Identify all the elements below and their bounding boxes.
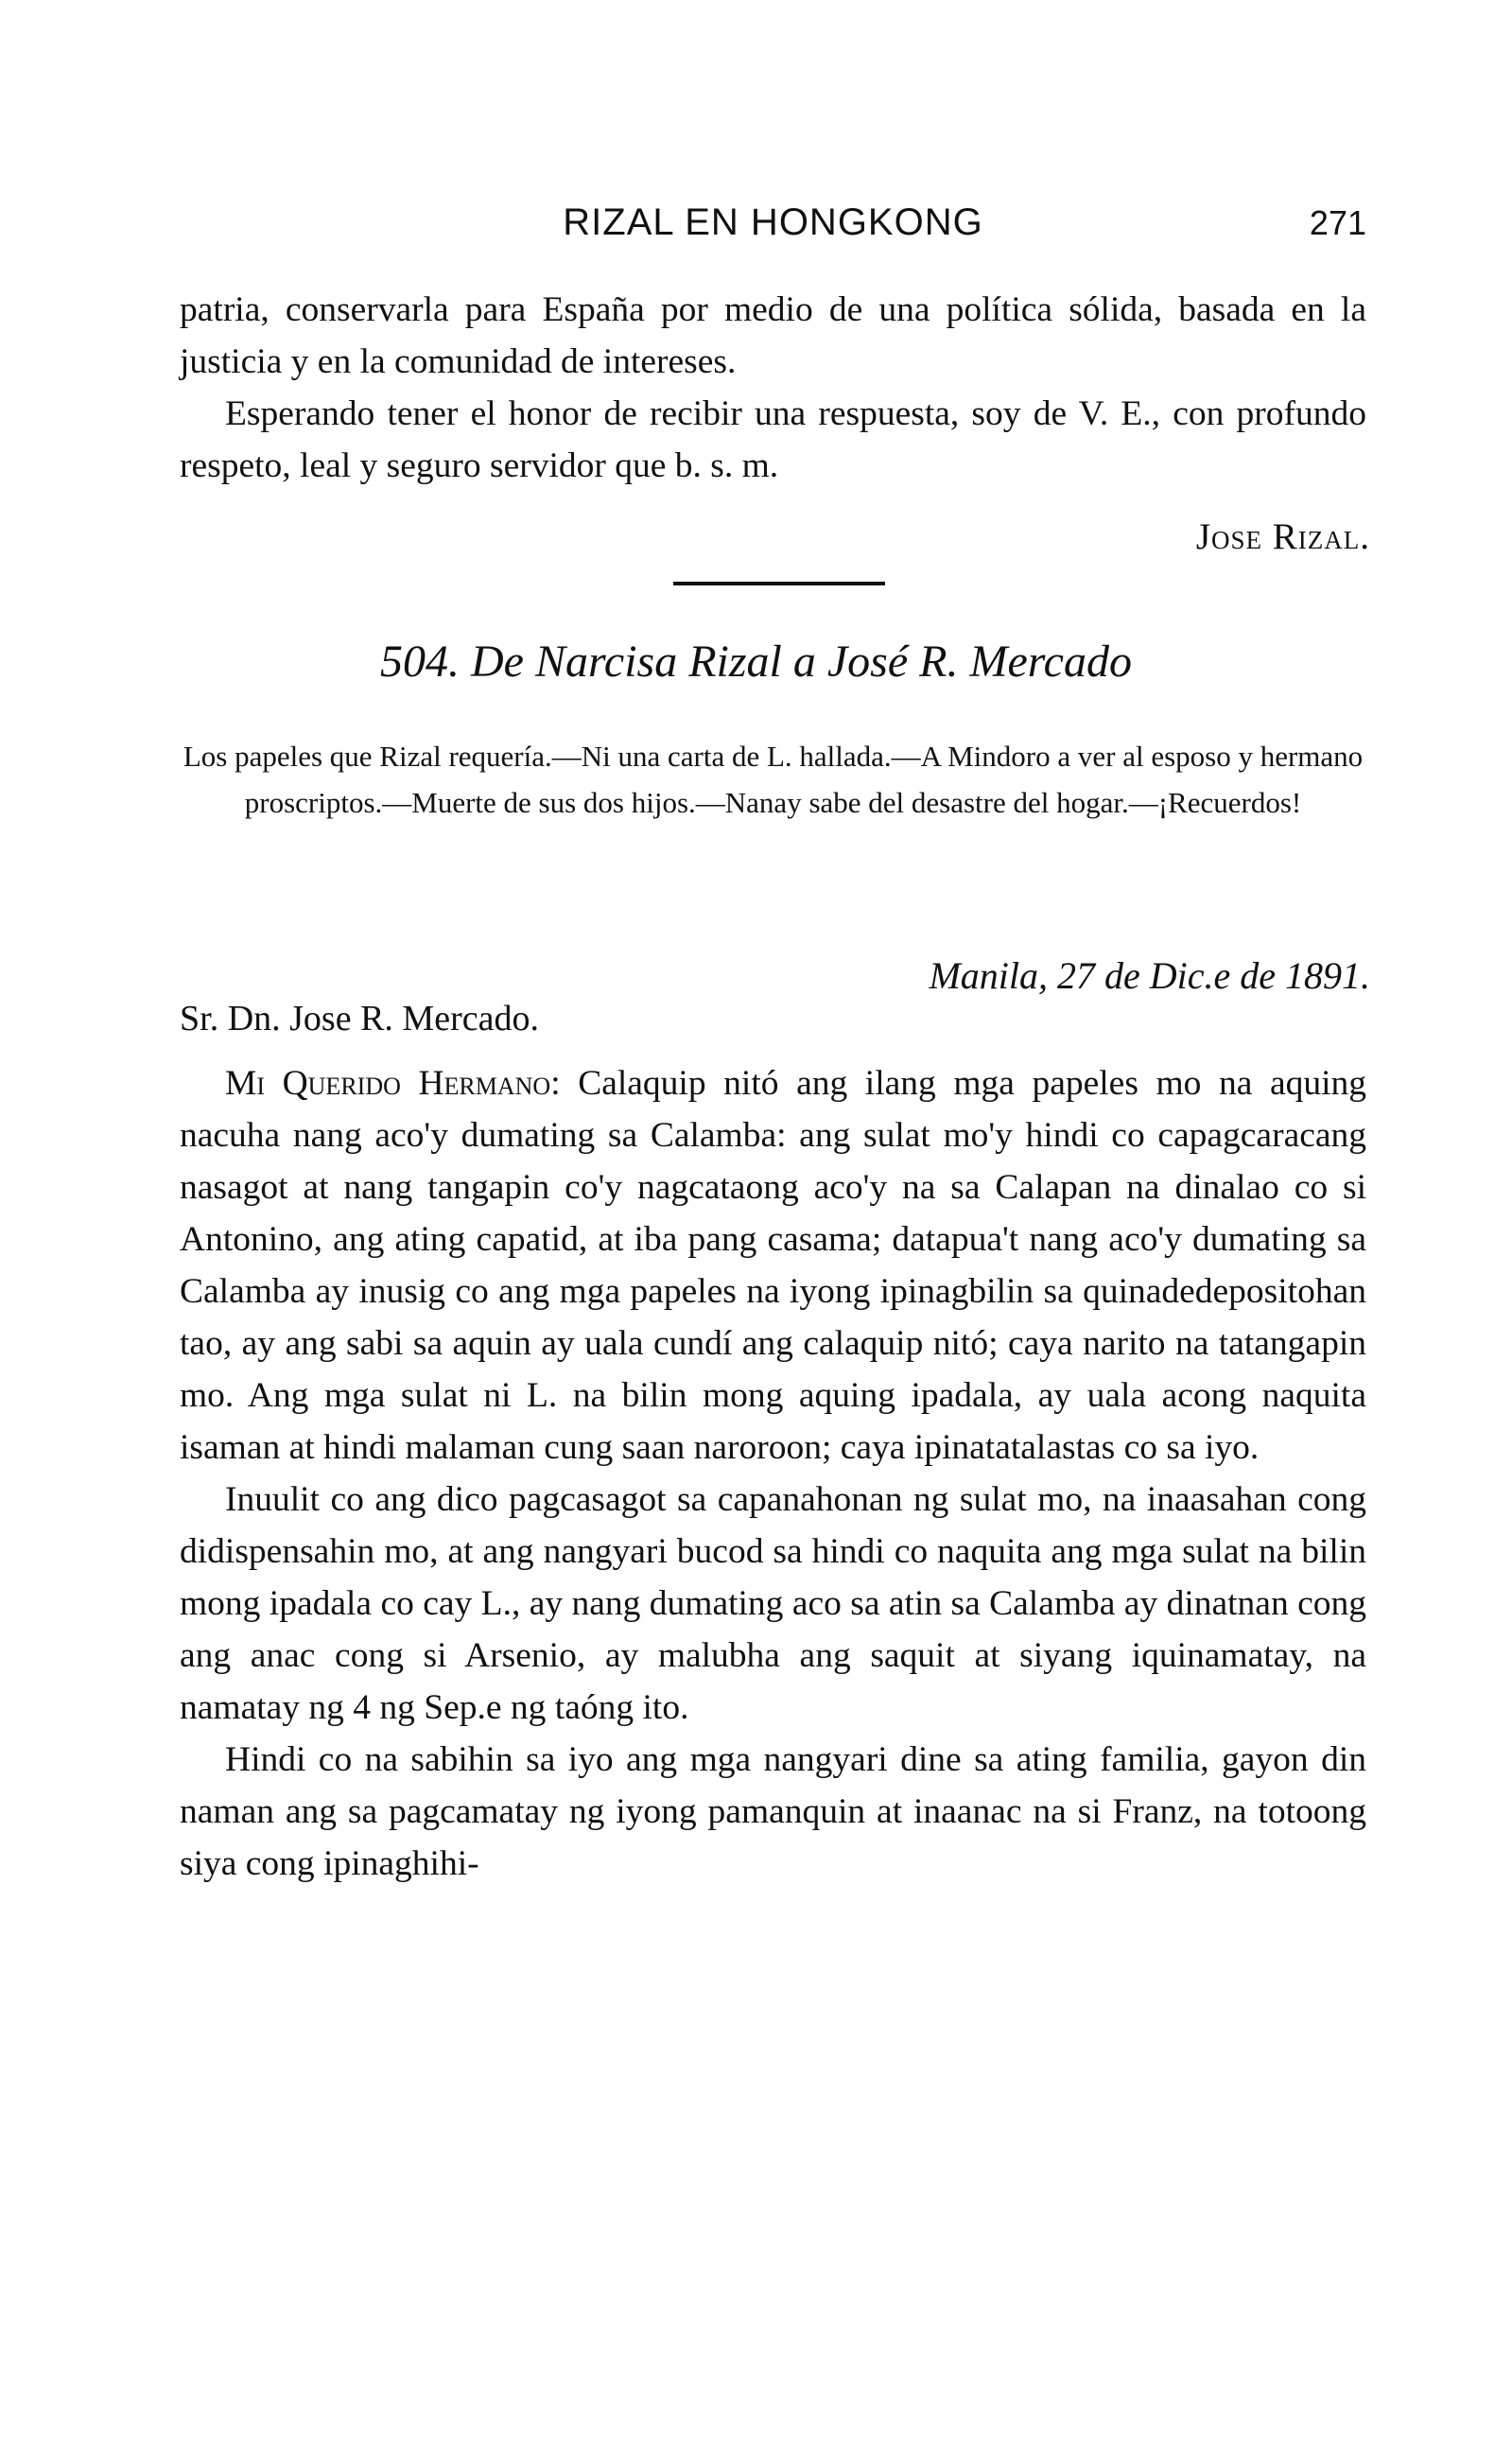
previous-letter-ending: [180, 284, 1366, 492]
recipient-line: Sr. Dn. Jose R. Mercado.: [180, 999, 539, 1038]
paragraph: Hindi co na sabihin sa iyo ang mga nangyari dine sa ating familia, gayon din naman ang sa pagcamatay ng iyong pamanquin at inaanac na si Franz, na totoong siya cong ipinaghihi-: [180, 1740, 1366, 1883]
paragraph-text: : Calaquip nitó ang ilang mga papeles mo na aquing nacuha nang aco'y dumating sa Calamba: ang sulat mo'y hindi co capagcaracang nasagot at nang tangapin co'y nagcataong aco'y na sa Calapan na dinalao co si Antonino, ang ating capatid, at iba pang casama; datapua't nang aco'y dumating sa Calamba ay inusig co ang mga papeles na iyong ipinagbilin sa quinadedepositohan tao, ay ang sabi sa aquin ay uala cundí ang calaquip nitó; caya narito na tatangapin mo. Ang mga sulat ni L. na bilin mong aquing ipadala, ay uala acong naquita isaman at hindi malaman cung saan naroroon; caya ipinatatalastas co sa iyo.: [180, 1064, 1367, 1467]
letter-heading: 504. De Narcisa Rizal a José R. Mercado: [380, 637, 1132, 687]
paragraph: Esperando tener el honor de recibir una respuesta, soy de V. E., con profundo respeto, leal y seguro servidor que b. s. m.: [180, 394, 1366, 485]
running-title: RIZAL EN HONGKONG: [563, 201, 983, 243]
paragraph: patria, conservarla para España por medio de una política sólida, basada en la justicia y en la comunidad de intereses.: [180, 290, 1366, 381]
page-number: 271: [1309, 203, 1366, 242]
letter-summary: Los papeles que Rizal requería.—Ni una carta de L. hallada.—A Mindoro a ver al esposo y hermano proscriptos.—Muerte de sus dos hijos.—Nanay sabe del desastre del hogar.—¡Recuerdos!: [182, 740, 1364, 819]
signature: Jose Rizal.: [1195, 516, 1370, 557]
letter-body: [180, 1057, 1366, 1890]
page-header: [180, 194, 1366, 251]
section-divider: [673, 582, 885, 585]
paragraph: [180, 1057, 1366, 1474]
salutation: Mi Querido Hermano: [225, 1064, 551, 1103]
paragraph: Inuulit co ang dico pagcasagot sa capanahonan ng sulat mo, na inaasahan cong didispensahin mo, at ang nangyari bucod sa hindi co naquita ang mga sulat na bilin mong ipadala co cay L., ay nang dumating aco sa atin sa Calamba ay dinatnan cong ang anac cong si Arsenio, ay malubha ang saquit at siyang iquinamatay, na namatay ng 4 ng Sep.e ng taóng ito.: [180, 1480, 1366, 1727]
dateline: Manila, 27 de Dic.e de 1891.: [929, 954, 1370, 997]
